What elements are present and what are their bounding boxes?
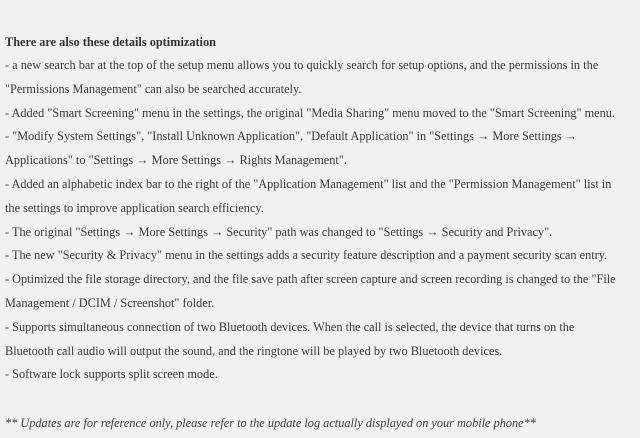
text-line: - Added an alphabetic index bar to the right of the "Application Management" list and the "Permission Management" list in	[5, 176, 612, 191]
paragraph-spacer	[5, 387, 640, 411]
text-line: - The new "Security & Privacy" menu in the settings adds a security feature description and a payment security scan entry.	[5, 248, 608, 263]
section-heading: There are also these details optimization	[5, 35, 216, 49]
text-line: - "Modify System Settings", "Install Unknown Application", "Default Application" in "Settings → More Settings →	[5, 129, 578, 144]
text-line: "Permissions Management" can also be searched accurately.	[5, 81, 302, 96]
text-line: Bluetooth call audio will output the sound, and the ringtone will be played by two Bluetooth devices.	[5, 343, 503, 358]
text-line: - Added "Smart Screening" menu in the settings, the original "Media Sharing" menu moved to the "Smart Screening" menu.	[5, 105, 616, 120]
text-line: the settings to improve application search efficiency.	[5, 200, 264, 215]
text-line: Applications" to "Settings → More Settings → Rights Management".	[5, 153, 347, 168]
document-body	[5, 30, 640, 435]
disclaimer-note: ** Updates are for reference only, please refer to the update log actually displayed on your mobile phone**	[5, 416, 536, 431]
text-line: - Software lock supports split screen mode.	[5, 367, 218, 382]
text-line: Management / DCIM / Screenshot" folder.	[5, 295, 215, 310]
text-line: - The original "Settings → More Settings → Security" path was changed to "Settings → Security and Privacy".	[5, 224, 553, 239]
text-line: - a new search bar at the top of the setup menu allows you to quickly search for setup options, and the permissions in the	[5, 58, 599, 72]
text-line: - Supports simultaneous connection of two Bluetooth devices. When the call is selected, the device that turns on the	[5, 319, 575, 334]
text-line: - Optimized the file storage directory, and the file save path after screen capture and screen recording is changed to the "File	[5, 272, 616, 287]
